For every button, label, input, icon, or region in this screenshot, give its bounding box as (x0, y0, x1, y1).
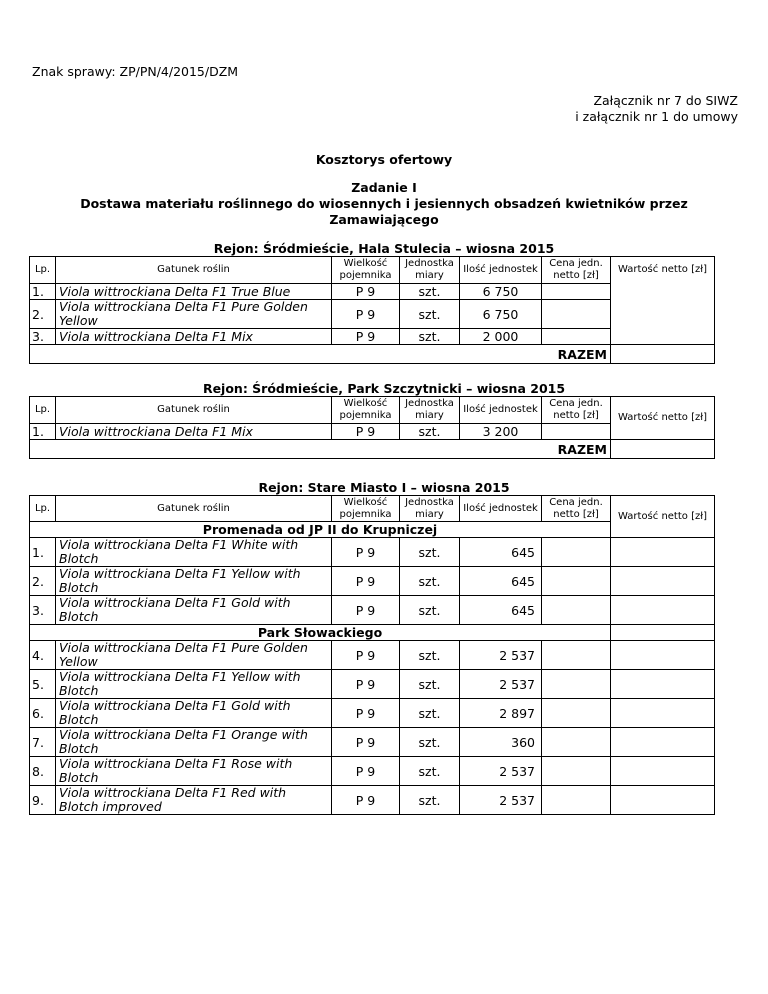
row-size: P 9 (332, 699, 400, 728)
row-value (611, 538, 715, 567)
row-unit: szt. (400, 699, 460, 728)
row-species: Viola wittrockiana Delta F1 Pure Golden Yellow (56, 300, 332, 329)
row-species: Viola wittrockiana Delta F1 Gold with Blotch (56, 596, 332, 625)
table-row (30, 786, 715, 815)
row-price (542, 300, 611, 329)
row-value (611, 699, 715, 728)
header-price: Cena jedn. netto [zł] (542, 257, 611, 284)
task-description-2: Zamawiającego (329, 212, 439, 227)
header-value: Wartość netto [zł] (611, 397, 715, 440)
row-price (542, 596, 611, 625)
table-row (30, 567, 715, 596)
header-species: Gatunek roślin (56, 257, 332, 284)
cost-table-2 (29, 396, 715, 459)
header-value: Wartość netto [zł] (611, 496, 715, 538)
header-size: Wielkość pojemnika (332, 496, 400, 522)
row-qty: 2 537 (460, 757, 542, 786)
row-lp: 3. (30, 596, 56, 625)
row-size: P 9 (332, 728, 400, 757)
row-size: P 9 (332, 641, 400, 670)
header-price: Cena jedn. netto [zł] (542, 397, 611, 424)
sum-label: RAZEM (30, 345, 611, 364)
table-header-row (30, 257, 715, 284)
row-size: P 9 (332, 786, 400, 815)
row-size: P 9 (332, 300, 400, 329)
sum-value (611, 345, 715, 364)
row-species: Viola wittrockiana Delta F1 Mix (56, 424, 332, 440)
row-lp: 4. (30, 641, 56, 670)
row-qty: 6 750 (460, 284, 542, 300)
subsection-title: Park Słowackiego (30, 625, 611, 641)
row-value (611, 786, 715, 815)
row-species: Viola wittrockiana Delta F1 Orange with Blotch (56, 728, 332, 757)
row-size: P 9 (332, 670, 400, 699)
region-title: Rejon: Śródmieście, Hala Stulecia – wiosna 2015 (213, 241, 555, 256)
header-qty: Ilość jednostek (460, 496, 542, 522)
table-row (30, 699, 715, 728)
header-lp: Lp. (30, 257, 56, 284)
row-price (542, 284, 611, 300)
annex-line-2: i załącznik nr 1 do umowy (575, 109, 738, 124)
row-price (542, 757, 611, 786)
row-qty: 645 (460, 596, 542, 625)
row-species: Viola wittrockiana Delta F1 Red with Blotch improved (56, 786, 332, 815)
header-lp: Lp. (30, 397, 56, 424)
header-unit: Jednostka miary (400, 496, 460, 522)
annex-line-1: Załącznik nr 7 do SIWZ (593, 93, 738, 108)
row-value (611, 567, 715, 596)
row-value (611, 670, 715, 699)
row-price (542, 567, 611, 596)
row-unit: szt. (400, 567, 460, 596)
table-row (30, 670, 715, 699)
row-qty: 2 537 (460, 641, 542, 670)
row-qty: 3 200 (460, 424, 542, 440)
document-title: Kosztorys ofertowy (315, 152, 453, 167)
cost-table-3 (29, 495, 715, 815)
header-size: Wielkość pojemnika (332, 257, 400, 284)
row-value (611, 757, 715, 786)
sum-value (611, 440, 715, 459)
row-lp: 2. (30, 567, 56, 596)
header-value: Wartość netto [zł] (611, 257, 715, 345)
row-price (542, 424, 611, 440)
row-species: Viola wittrockiana Delta F1 Pure Golden Yellow (56, 641, 332, 670)
row-value (611, 625, 715, 641)
header-unit: Jednostka miary (400, 397, 460, 424)
subsection-row (30, 625, 715, 641)
row-value (611, 596, 715, 625)
task-heading (0, 180, 768, 228)
row-species: Viola wittrockiana Delta F1 Yellow with Blotch (56, 567, 332, 596)
row-unit: szt. (400, 424, 460, 440)
row-qty: 360 (460, 728, 542, 757)
row-unit: szt. (400, 284, 460, 300)
row-value (611, 728, 715, 757)
row-price (542, 329, 611, 345)
header-lp: Lp. (30, 496, 56, 522)
row-lp: 1. (30, 424, 56, 440)
table-header-row (30, 496, 715, 522)
sum-row (30, 345, 715, 364)
row-species: Viola wittrockiana Delta F1 Mix (56, 329, 332, 345)
row-size: P 9 (332, 596, 400, 625)
row-unit: szt. (400, 641, 460, 670)
header-price: Cena jedn. netto [zł] (542, 496, 611, 522)
row-qty: 2 537 (460, 670, 542, 699)
table-header-row (30, 397, 715, 424)
row-size: P 9 (332, 757, 400, 786)
cost-table-1 (29, 256, 715, 364)
row-price (542, 641, 611, 670)
row-unit: szt. (400, 757, 460, 786)
row-species: Viola wittrockiana Delta F1 Gold with Blotch (56, 699, 332, 728)
row-unit: szt. (400, 670, 460, 699)
row-lp: 8. (30, 757, 56, 786)
row-unit: szt. (400, 728, 460, 757)
table-row (30, 757, 715, 786)
row-qty: 2 000 (460, 329, 542, 345)
row-lp: 2. (30, 300, 56, 329)
header-size: Wielkość pojemnika (332, 397, 400, 424)
row-size: P 9 (332, 538, 400, 567)
row-size: P 9 (332, 424, 400, 440)
subsection-title: Promenada od JP II do Krupniczej (30, 522, 611, 538)
case-reference: Znak sprawy: ZP/PN/4/2015/DZM (32, 64, 239, 79)
region-title: Rejon: Śródmieście, Park Szczytnicki – wiosna 2015 (202, 381, 566, 396)
row-lp: 7. (30, 728, 56, 757)
sum-label: RAZEM (30, 440, 611, 459)
header-qty: Ilość jednostek (460, 257, 542, 284)
row-qty: 645 (460, 538, 542, 567)
row-qty: 2 897 (460, 699, 542, 728)
row-lp: 5. (30, 670, 56, 699)
row-price (542, 728, 611, 757)
row-lp: 1. (30, 284, 56, 300)
row-lp: 3. (30, 329, 56, 345)
header-species: Gatunek roślin (56, 397, 332, 424)
task-description-1: Dostawa materiału roślinnego do wiosennych i jesiennych obsadzeń kwietników przez (80, 196, 688, 211)
row-price (542, 786, 611, 815)
header-qty: Ilość jednostek (460, 397, 542, 424)
task-title: Zadanie I (351, 180, 417, 195)
sum-row (30, 440, 715, 459)
table-row (30, 641, 715, 670)
row-unit: szt. (400, 329, 460, 345)
row-species: Viola wittrockiana Delta F1 White with Blotch (56, 538, 332, 567)
row-species: Viola wittrockiana Delta F1 True Blue (56, 284, 332, 300)
header-unit: Jednostka miary (400, 257, 460, 284)
row-unit: szt. (400, 538, 460, 567)
header-species: Gatunek roślin (56, 496, 332, 522)
row-price (542, 538, 611, 567)
row-lp: 6. (30, 699, 56, 728)
row-qty: 6 750 (460, 300, 542, 329)
row-size: P 9 (332, 284, 400, 300)
region-title: Rejon: Stare Miasto I – wiosna 2015 (258, 480, 510, 495)
row-price (542, 670, 611, 699)
row-qty: 2 537 (460, 786, 542, 815)
row-unit: szt. (400, 786, 460, 815)
row-value (611, 641, 715, 670)
row-lp: 9. (30, 786, 56, 815)
row-qty: 645 (460, 567, 542, 596)
row-size: P 9 (332, 329, 400, 345)
row-lp: 1. (30, 538, 56, 567)
table-row (30, 596, 715, 625)
table-row (30, 728, 715, 757)
annex-note (575, 93, 738, 125)
row-unit: szt. (400, 300, 460, 329)
row-unit: szt. (400, 596, 460, 625)
row-species: Viola wittrockiana Delta F1 Yellow with Blotch (56, 670, 332, 699)
row-species: Viola wittrockiana Delta F1 Rose with Blotch (56, 757, 332, 786)
table-row (30, 538, 715, 567)
row-price (542, 699, 611, 728)
row-size: P 9 (332, 567, 400, 596)
